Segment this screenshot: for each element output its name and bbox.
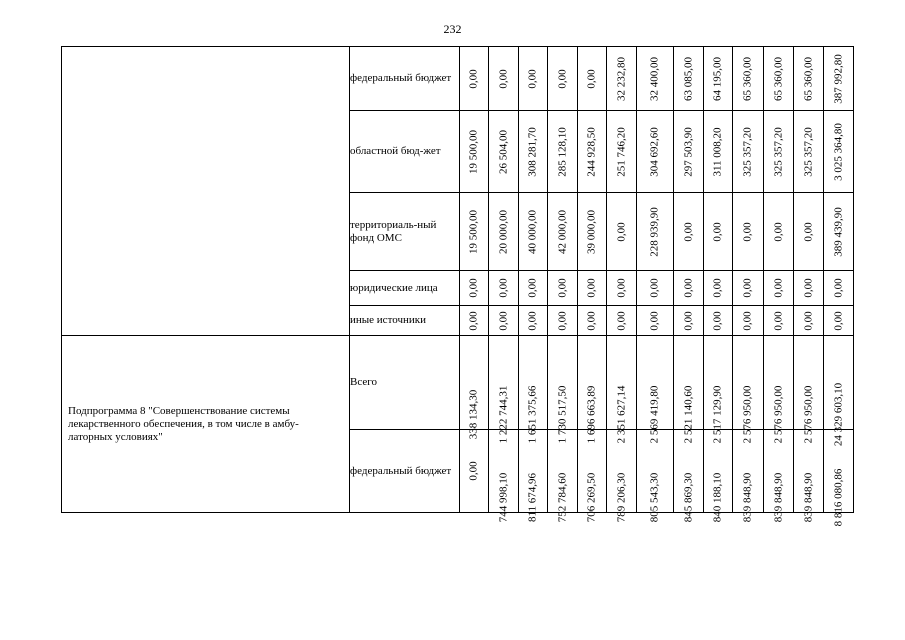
value-text: 805 543,30 [648, 472, 661, 523]
value-cell [637, 193, 674, 271]
value-text: 1 222 744,31 [497, 385, 509, 444]
value-cell [733, 111, 764, 193]
value-cell [578, 271, 607, 306]
value-cell [460, 271, 489, 306]
value-text: 19 500,00 [467, 129, 480, 174]
value-text: 706 269,50 [585, 472, 598, 523]
value-cell [548, 336, 578, 444]
value-cell [733, 336, 764, 444]
value-cell [548, 271, 578, 306]
value-text: 0,00 [497, 278, 509, 298]
program-cell [62, 336, 350, 513]
value-cell [578, 306, 607, 336]
value-cell [607, 111, 637, 193]
value-cell [794, 336, 824, 444]
table-row [62, 47, 854, 111]
value-text: 40 000,00 [526, 209, 539, 254]
value-text: 0,00 [711, 221, 724, 242]
value-cell [519, 306, 548, 336]
value-text: 2 569 419,80 [648, 385, 661, 444]
value-text: 0,00 [832, 278, 844, 298]
value-cell [548, 47, 578, 111]
value-text: 308 281,70 [526, 126, 539, 177]
value-text: 389 439,90 [832, 206, 844, 257]
value-cell [794, 271, 824, 306]
funding-source: федеральный бюджет [350, 430, 460, 513]
value-text: 311 008,20 [711, 126, 724, 177]
value-text: 42 000,00 [556, 209, 568, 254]
table-row [62, 336, 854, 430]
value-cell [519, 336, 548, 444]
value-text: 65 360,00 [772, 56, 784, 101]
value-cell [607, 271, 637, 306]
value-cell [733, 47, 764, 111]
value-cell [794, 306, 824, 336]
value-cell [637, 336, 674, 444]
value-cell [674, 306, 704, 336]
value-cell [824, 336, 854, 447]
value-text: 19 500,00 [467, 209, 480, 254]
value-text: 839 848,90 [802, 472, 814, 523]
value-cell [704, 47, 733, 111]
value-cell [794, 111, 824, 193]
value-cell [489, 430, 519, 523]
value-cell [548, 306, 578, 336]
value-text: 0,00 [585, 310, 598, 331]
value-text: 285 128,10 [556, 126, 568, 177]
value-text: 0,00 [497, 68, 509, 89]
value-cell [607, 193, 637, 271]
value-cell [548, 193, 578, 271]
value-cell [704, 193, 733, 271]
value-cell [824, 271, 854, 306]
value-text: 0,00 [467, 278, 480, 298]
value-cell [794, 193, 824, 271]
value-text: 0,00 [802, 310, 814, 331]
value-text: 0,00 [682, 278, 694, 298]
value-text: 24 329 603,10 [832, 382, 844, 447]
funding-source: иные источники [350, 306, 460, 336]
value-cell [704, 336, 733, 444]
value-text: 0,00 [802, 278, 814, 298]
value-cell [519, 47, 548, 111]
value-text: 0,00 [585, 68, 598, 89]
value-text: 251 746,20 [615, 126, 627, 177]
value-cell [460, 193, 489, 271]
value-cell [824, 306, 854, 336]
value-text: 839 848,90 [772, 472, 784, 523]
value-text: 304 692,60 [648, 126, 661, 177]
value-text: 789 206,30 [615, 472, 627, 523]
program-cell [62, 47, 350, 336]
value-text: 65 360,00 [802, 56, 814, 101]
value-cell [733, 430, 764, 523]
value-cell [489, 193, 519, 271]
value-text: 0,00 [615, 278, 627, 298]
value-cell [674, 111, 704, 193]
program-name: Подпрограмма 8 "Совершенствование системы лекарственного обеспечения, в том числе в амбу-латорных условиях" [68, 404, 299, 443]
value-cell [704, 271, 733, 306]
value-cell [519, 111, 548, 193]
value-text: 0,00 [467, 68, 480, 89]
value-text: 32 400,00 [648, 56, 661, 101]
value-text: 0,00 [648, 278, 661, 298]
value-text: 0,00 [467, 310, 480, 331]
value-cell [824, 193, 854, 271]
value-cell [764, 430, 794, 523]
value-text: 0,00 [772, 310, 784, 331]
value-text: 0,00 [615, 310, 627, 331]
value-cell [460, 111, 489, 193]
value-cell [704, 111, 733, 193]
value-cell [824, 430, 854, 527]
value-text: 0,00 [772, 221, 784, 242]
value-cell [489, 306, 519, 336]
value-cell [460, 306, 489, 336]
value-text: 752 784,60 [556, 472, 568, 523]
value-text: 39 000,00 [585, 209, 598, 254]
value-cell [637, 271, 674, 306]
value-text: 744 998,10 [497, 472, 509, 523]
value-text: 0,00 [741, 278, 754, 298]
value-text: 840 188,10 [711, 472, 724, 523]
value-cell [794, 47, 824, 111]
value-text: 32 232,80 [615, 56, 627, 101]
value-cell [578, 111, 607, 193]
value-cell [674, 47, 704, 111]
value-text: 8 816 080,86 [832, 468, 844, 527]
value-cell [764, 336, 794, 444]
value-text: 65 360,00 [741, 56, 754, 101]
value-cell [607, 47, 637, 111]
value-cell [578, 336, 607, 444]
value-cell [824, 47, 854, 111]
funding-source: областной бюд-жет [350, 111, 460, 193]
value-text: 0,00 [832, 310, 844, 331]
value-cell [733, 271, 764, 306]
value-text: 2 576 950,00 [741, 385, 754, 444]
value-cell [578, 47, 607, 111]
value-text: 26 504,00 [497, 129, 509, 174]
value-text: 228 939,90 [648, 206, 661, 257]
value-cell [637, 47, 674, 111]
value-text: 0,00 [585, 278, 598, 298]
value-text: 0,00 [615, 221, 627, 242]
value-text: 0,00 [772, 278, 784, 298]
value-cell [607, 306, 637, 336]
value-cell [733, 306, 764, 336]
value-text: 325 357,20 [772, 126, 784, 177]
funding-source: Всего [350, 336, 460, 430]
value-cell [764, 271, 794, 306]
value-cell [674, 271, 704, 306]
value-cell [489, 111, 519, 193]
value-text: 0,00 [682, 221, 694, 242]
value-text: 2 351 627,14 [615, 385, 627, 444]
value-text: 1 651 375,66 [526, 385, 539, 444]
value-cell [704, 430, 733, 523]
value-cell [794, 430, 824, 523]
value-cell [733, 193, 764, 271]
value-cell [607, 430, 637, 523]
value-text: 0,00 [497, 310, 509, 331]
value-cell [824, 111, 854, 193]
value-cell [489, 336, 519, 444]
value-cell [548, 430, 578, 523]
value-text: 244 928,50 [585, 126, 598, 177]
value-text: 0,00 [556, 310, 568, 331]
value-text: 0,00 [526, 310, 539, 331]
value-text: 811 674,96 [526, 472, 539, 523]
value-text: 387 992,80 [832, 53, 844, 104]
value-text: 0,00 [682, 310, 694, 331]
value-cell [489, 47, 519, 111]
value-text: 0,00 [556, 68, 568, 89]
value-text: 3 025 364,80 [832, 122, 844, 181]
value-cell [674, 430, 704, 523]
value-cell [460, 430, 489, 513]
value-cell [637, 306, 674, 336]
value-text: 0,00 [648, 310, 661, 331]
value-cell [674, 336, 704, 444]
value-cell [460, 336, 489, 440]
value-cell [578, 430, 607, 523]
value-cell [519, 193, 548, 271]
value-text: 64 195,00 [711, 56, 724, 101]
value-text: 297 503,90 [682, 126, 694, 177]
value-cell [764, 306, 794, 336]
value-text: 325 357,20 [802, 126, 814, 177]
value-cell [519, 430, 548, 523]
value-text: 839 848,90 [741, 472, 754, 523]
value-text: 2 517 129,90 [711, 385, 724, 444]
value-text: 63 085,00 [682, 56, 694, 101]
value-cell [637, 430, 674, 523]
value-text: 325 357,20 [741, 126, 754, 177]
value-text: 0,00 [526, 68, 539, 89]
value-text: 0,00 [741, 221, 754, 242]
value-cell [607, 336, 637, 444]
value-cell [764, 193, 794, 271]
funding-source: федеральный бюджет [350, 47, 460, 111]
value-text: 2 576 950,00 [802, 385, 814, 444]
value-cell [489, 271, 519, 306]
value-text: 0,00 [467, 461, 480, 481]
value-text: 338 134,30 [467, 389, 480, 440]
funding-table [61, 46, 854, 527]
value-cell [704, 306, 733, 336]
value-cell [637, 111, 674, 193]
value-text: 0,00 [711, 310, 724, 331]
value-cell [764, 47, 794, 111]
value-text: 0,00 [802, 221, 814, 242]
value-text: 1 696 663,89 [585, 385, 598, 444]
value-text: 1 730 517,50 [556, 385, 568, 444]
value-cell [519, 271, 548, 306]
value-cell [578, 193, 607, 271]
value-cell [674, 193, 704, 271]
value-text: 0,00 [741, 310, 754, 331]
value-cell [764, 111, 794, 193]
funding-source: территориаль-ный фонд ОМС [350, 193, 460, 271]
page-number: 232 [443, 22, 462, 36]
value-text: 845 869,30 [682, 472, 694, 523]
funding-source: юридические лица [350, 271, 460, 306]
value-text: 0,00 [526, 278, 539, 298]
value-cell [548, 111, 578, 193]
value-text: 0,00 [711, 278, 724, 298]
value-text: 0,00 [556, 278, 568, 298]
value-cell [460, 47, 489, 111]
value-text: 20 000,00 [497, 209, 509, 254]
value-text: 2 521 140,60 [682, 385, 694, 444]
value-text: 2 576 950,00 [772, 385, 784, 444]
